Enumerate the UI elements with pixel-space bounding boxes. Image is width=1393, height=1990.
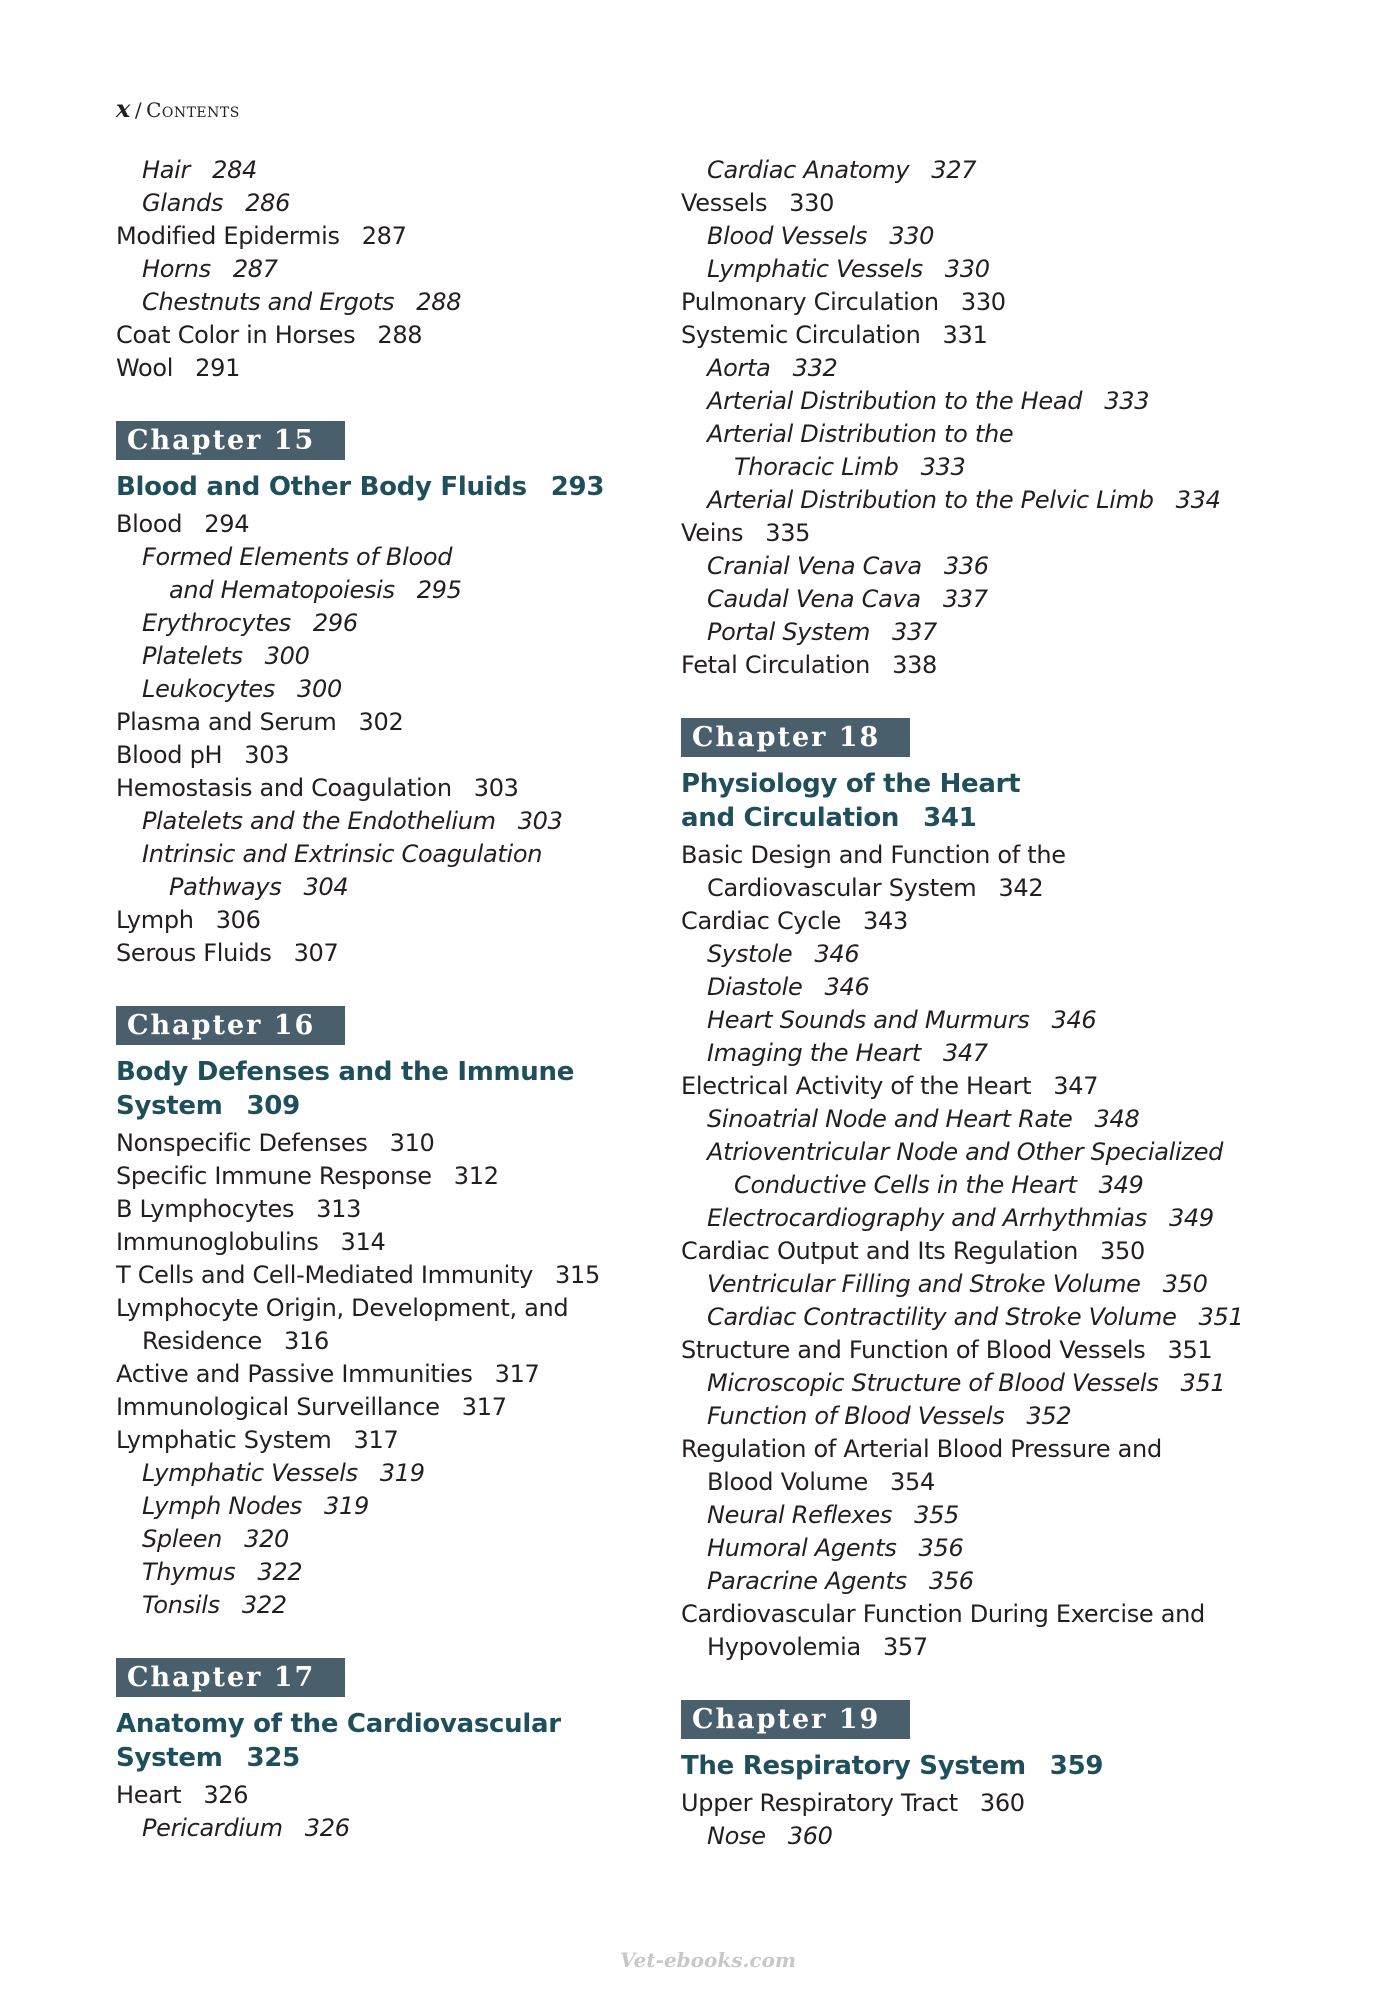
- toc-entry-title: Lymphatic System: [116, 1426, 332, 1454]
- toc-entry-page: 352: [1026, 1402, 1072, 1430]
- toc-entry: [681, 649, 1241, 682]
- toc-entry: [681, 550, 1241, 583]
- toc-entry: [681, 1433, 1241, 1466]
- toc-entry-title: Cardiovascular System: [707, 874, 977, 902]
- toc-entry-page: 346: [1051, 1006, 1097, 1034]
- toc-entry: [681, 1301, 1244, 1334]
- toc-entry-title: Blood Vessels: [707, 222, 868, 250]
- toc-entry-title: Ventricular Filling and Stroke Volume: [707, 1270, 1141, 1298]
- toc-entry: [116, 1424, 676, 1457]
- toc-entry: [681, 484, 1241, 517]
- toc-entry-title: Pericardium: [142, 1814, 283, 1842]
- chapter-badge: Chapter 18: [681, 718, 910, 757]
- toc-list: [116, 154, 676, 385]
- toc-entry-title: Microscopic Structure of Blood Vessels: [707, 1369, 1159, 1397]
- toc-entry-page: 335: [765, 519, 811, 547]
- toc-entry-page: 319: [324, 1492, 369, 1520]
- toc-entry-title: Lymphocyte Origin, Development, and: [116, 1294, 569, 1322]
- toc-entry-title: Imaging the Heart: [707, 1039, 921, 1067]
- toc-entry: [681, 1820, 1241, 1853]
- toc-entry-page: 337: [942, 585, 988, 613]
- toc-entry-title: Diastole: [707, 973, 803, 1001]
- toc-entry: [681, 1598, 1241, 1631]
- header-separator: /: [134, 98, 143, 122]
- chapter-title: [681, 767, 1241, 835]
- toc-entry-title: Veins: [681, 519, 744, 547]
- chapter-page: 325: [246, 1743, 300, 1773]
- toc-entry: [116, 508, 676, 541]
- toc-entry-page: 350: [1162, 1270, 1208, 1298]
- toc-entry: [681, 1070, 1241, 1103]
- chapter-page: 341: [923, 803, 977, 833]
- toc-entry-title: Glands: [142, 189, 224, 217]
- toc-entry-page: 356: [918, 1534, 964, 1562]
- toc-entry-title: Heart Sounds and Murmurs: [707, 1006, 1030, 1034]
- toc-entry: [681, 187, 1241, 220]
- toc-entry: [116, 673, 676, 706]
- toc-entry-page: 330: [789, 189, 835, 217]
- toc-entry-page: 360: [979, 1789, 1025, 1817]
- toc-entry-page: 303: [244, 741, 290, 769]
- toc-entry: [681, 1532, 1241, 1565]
- toc-entry: [681, 1466, 1241, 1499]
- chapter-badge: Chapter 19: [681, 1700, 910, 1739]
- toc-entry-page: 315: [555, 1261, 600, 1289]
- toc-entry-title: Conductive Cells in the Heart: [734, 1171, 1077, 1199]
- toc-entry-title: Active and Passive Immunities: [116, 1360, 473, 1388]
- toc-entry-title: Upper Respiratory Tract: [681, 1789, 958, 1817]
- toc-entry-page: 350: [1100, 1237, 1145, 1265]
- chapter-title-text-2: System: [116, 1091, 223, 1121]
- toc-entry: [681, 839, 1241, 872]
- toc-entry-title: Arterial Distribution to the Head: [707, 387, 1083, 415]
- toc-entry-page: 302: [358, 708, 404, 736]
- toc-entry-title: Serous Fluids: [116, 939, 272, 967]
- toc-entry-page: 348: [1094, 1105, 1140, 1133]
- watermark-logo: Vet-ebooks.com: [620, 1948, 797, 1972]
- toc-entry: [116, 871, 676, 904]
- toc-entry: [116, 1391, 676, 1424]
- toc-entry-title: Spleen: [142, 1525, 223, 1553]
- toc-entry: [116, 706, 676, 739]
- toc-entry-title: Cardiac Output and Its Regulation: [681, 1237, 1078, 1265]
- toc-entry-page: 300: [297, 675, 342, 703]
- running-head: [116, 94, 240, 123]
- toc-entry-page: 303: [517, 807, 563, 835]
- toc-entry: [681, 583, 1241, 616]
- toc-entry-page: 326: [304, 1814, 350, 1842]
- toc-entry-page: 317: [494, 1360, 540, 1388]
- toc-entry-title: Lymph Nodes: [142, 1492, 303, 1520]
- toc-entry-title: T Cells and Cell-Mediated Immunity: [116, 1261, 534, 1289]
- toc-entry: [116, 838, 676, 871]
- chapter-15: [116, 385, 676, 970]
- toc-entry: [681, 1103, 1241, 1136]
- toc-entry-page: 313: [316, 1195, 362, 1223]
- toc-entry: [681, 1565, 1241, 1598]
- toc-entry: [681, 517, 1241, 550]
- toc-list: [681, 839, 1244, 1664]
- toc-entry-title: Platelets: [142, 642, 243, 670]
- toc-entry-title: Portal System: [707, 618, 871, 646]
- toc-entry-page: 322: [241, 1591, 287, 1619]
- toc-entry: [681, 1037, 1241, 1070]
- toc-entry-title: B Lymphocytes: [116, 1195, 295, 1223]
- toc-entry-title: Neural Reflexes: [707, 1501, 893, 1529]
- page-folio: x: [116, 94, 131, 123]
- toc-entry-page: 287: [361, 222, 407, 250]
- toc-entry-page: 322: [257, 1558, 303, 1586]
- toc-entry: [116, 640, 676, 673]
- chapter-title-text: Body Defenses and the Immune: [116, 1057, 575, 1087]
- toc-entry-page: 326: [203, 1781, 249, 1809]
- toc-entry-page: 347: [942, 1039, 988, 1067]
- toc-entry: [116, 1325, 676, 1358]
- toc-entry-title: Arterial Distribution to the: [707, 420, 1014, 448]
- toc-entry-page: 303: [473, 774, 519, 802]
- toc-entry-title: Blood pH: [116, 741, 223, 769]
- toc-entry: [681, 352, 1241, 385]
- chapter-page: 309: [246, 1091, 300, 1121]
- chapter-title: [116, 1055, 676, 1123]
- toc-entry: [116, 286, 676, 319]
- toc-list: [681, 1787, 1241, 1853]
- toc-entry-page: 346: [814, 940, 860, 968]
- chapter-16: [116, 970, 676, 1622]
- toc-entry-page: 360: [787, 1822, 833, 1850]
- toc-entry: [681, 1787, 1241, 1820]
- toc-entry-title: Erythrocytes: [142, 609, 291, 637]
- toc-entry-title: Aorta: [707, 354, 771, 382]
- toc-entry: [116, 1589, 676, 1622]
- toc-entry: [116, 154, 676, 187]
- toc-entry: [681, 1268, 1241, 1301]
- toc-entry-page: 338: [892, 651, 938, 679]
- toc-entry: [681, 1004, 1241, 1037]
- toc-entry-title: Cardiac Contractility and Stroke Volume: [707, 1303, 1177, 1331]
- toc-entry: [116, 607, 676, 640]
- toc-entry: [116, 1259, 676, 1292]
- toc-entry-page: 286: [245, 189, 291, 217]
- toc-entry: [116, 1193, 676, 1226]
- toc-entry-title: Hemostasis and Coagulation: [116, 774, 452, 802]
- toc-entry-title: Lymphatic Vessels: [707, 255, 923, 283]
- chapter-badge: Chapter 15: [116, 421, 345, 460]
- toc-entry-title: Electrical Activity of the Heart: [681, 1072, 1032, 1100]
- toc-entry-page: 294: [204, 510, 250, 538]
- toc-entry-title: Tonsils: [142, 1591, 220, 1619]
- toc-entry: [681, 872, 1241, 905]
- toc-entry-title: Horns: [142, 255, 211, 283]
- toc-entry: [116, 253, 676, 286]
- toc-entry-title: Sinoatrial Node and Heart Rate: [707, 1105, 1073, 1133]
- toc-entry-page: 319: [379, 1459, 425, 1487]
- toc-entry-title: Regulation of Arterial Blood Pressure and: [681, 1435, 1162, 1463]
- toc-entry-title: Platelets and the Endothelium: [142, 807, 496, 835]
- toc-entry: [681, 1169, 1241, 1202]
- toc-entry-title: Pulmonary Circulation: [681, 288, 939, 316]
- toc-entry-page: 355: [914, 1501, 960, 1529]
- toc-entry: [681, 451, 1241, 484]
- toc-entry: [681, 319, 1241, 352]
- toc-entry: [116, 1292, 676, 1325]
- toc-entry-page: 288: [377, 321, 423, 349]
- right-column: [681, 154, 1244, 1853]
- toc-entry-title: Fetal Circulation: [681, 651, 871, 679]
- toc-entry-title: Systole: [707, 940, 793, 968]
- chapter-badge: Chapter 16: [116, 1006, 345, 1045]
- toc-entry-page: 330: [944, 255, 990, 283]
- toc-entry: [116, 1779, 676, 1812]
- chapter-title: [116, 470, 676, 504]
- toc-entry-title: Caudal Vena Cava: [707, 585, 921, 613]
- chapter-title-text: Anatomy of the Cardiovascular: [116, 1709, 561, 1739]
- toc-entry: [116, 772, 676, 805]
- toc-entry: [116, 1160, 676, 1193]
- toc-entry: [681, 1334, 1241, 1367]
- toc-entry-page: 320: [244, 1525, 290, 1553]
- toc-entry: [681, 253, 1241, 286]
- toc-entry-page: 300: [264, 642, 310, 670]
- toc-entry-title: Blood Volume: [707, 1468, 869, 1496]
- toc-entry-title: Residence: [142, 1327, 263, 1355]
- toc-entry-title: Blood: [116, 510, 183, 538]
- toc-entry-title: Vessels: [681, 189, 768, 217]
- toc-entry: [116, 1358, 676, 1391]
- toc-entry-title: Atrioventricular Node and Other Specialized: [707, 1138, 1224, 1166]
- chapter-title: [681, 1749, 1241, 1783]
- toc-entry-title: Specific Immune Response: [116, 1162, 432, 1190]
- toc-entry: [116, 574, 676, 607]
- toc-entry-title: Humoral Agents: [707, 1534, 897, 1562]
- toc-entry-page: 296: [312, 609, 358, 637]
- chapter-title: [116, 1707, 676, 1775]
- toc-entry: [116, 805, 676, 838]
- toc-entry: [681, 1400, 1241, 1433]
- toc-entry: [681, 1631, 1241, 1664]
- toc-entry: [681, 385, 1241, 418]
- toc-entry: [116, 352, 676, 385]
- toc-entry-page: 351: [1198, 1303, 1244, 1331]
- toc-entry: [116, 1523, 676, 1556]
- toc-entry-page: 284: [212, 156, 258, 184]
- toc-entry-page: 304: [303, 873, 349, 901]
- toc-entry: [116, 739, 676, 772]
- toc-entry-title: Cardiac Cycle: [681, 907, 842, 935]
- toc-entry-page: 337: [892, 618, 937, 646]
- toc-list: [116, 1127, 676, 1622]
- toc-entry-title: Function of Blood Vessels: [707, 1402, 1005, 1430]
- toc-entry-title: Nonspecific Defenses: [116, 1129, 368, 1157]
- toc-entry-title: Thymus: [142, 1558, 236, 1586]
- toc-list: [116, 508, 676, 970]
- toc-entry: [681, 1235, 1241, 1268]
- toc-entry-page: 349: [1098, 1171, 1144, 1199]
- toc-entry: [681, 220, 1241, 253]
- toc-entry-page: 307: [293, 939, 339, 967]
- toc-entry: [681, 905, 1241, 938]
- chapter-title-text-2: System: [116, 1743, 223, 1773]
- toc-entry-title: Immunoglobulins: [116, 1228, 319, 1256]
- toc-entry-title: Cranial Vena Cava: [707, 552, 922, 580]
- toc-entry: [116, 1127, 676, 1160]
- chapter-badge: Chapter 17: [116, 1658, 345, 1697]
- toc-entry: [116, 187, 676, 220]
- toc-entry-title: Structure and Function of Blood Vessels: [681, 1336, 1146, 1364]
- toc-entry-page: 291: [195, 354, 241, 382]
- toc-entry-title: Cardiac Anatomy: [707, 156, 910, 184]
- chapter-page: 293: [550, 472, 605, 502]
- toc-entry: [681, 418, 1241, 451]
- toc-entry: [681, 938, 1241, 971]
- toc-entry-page: 288: [416, 288, 462, 316]
- toc-list: [116, 1779, 676, 1845]
- toc-entry: [116, 1226, 676, 1259]
- toc-entry-page: 349: [1168, 1204, 1214, 1232]
- chapter-title-text-2: and Circulation: [681, 803, 900, 833]
- chapter-page: 359: [1049, 1751, 1104, 1781]
- toc-entry-title: Leukocytes: [142, 675, 276, 703]
- toc-entry-title: Heart: [116, 1781, 182, 1809]
- toc-entry-page: 357: [882, 1633, 928, 1661]
- toc-entry-page: 316: [284, 1327, 329, 1355]
- toc-entry-title: Immunological Surveillance: [116, 1393, 440, 1421]
- chapter-18: [681, 682, 1244, 1664]
- chapter-title-text: Blood and Other Body Fluids: [116, 472, 527, 502]
- chapter-title-text: Physiology of the Heart: [681, 769, 1021, 799]
- toc-entry-page: 336: [943, 552, 989, 580]
- toc-entry-title: Lymph: [116, 906, 194, 934]
- toc-entry-title: Paracrine Agents: [707, 1567, 907, 1595]
- toc-entry-title: Hypovolemia: [707, 1633, 861, 1661]
- toc-entry: [681, 1499, 1241, 1532]
- toc-entry-page: 317: [461, 1393, 507, 1421]
- toc-entry-page: 295: [416, 576, 462, 604]
- toc-entry-page: 306: [215, 906, 261, 934]
- toc-entry-title: and Hematopoiesis: [169, 576, 395, 604]
- toc-list: [681, 154, 1241, 682]
- toc-entry-title: Basic Design and Function of the: [681, 841, 1066, 869]
- toc-entry-title: Chestnuts and Ergots: [142, 288, 395, 316]
- toc-entry-page: 317: [353, 1426, 399, 1454]
- toc-entry-title: Hair: [142, 156, 191, 184]
- toc-entry: [681, 1367, 1241, 1400]
- toc-entry-page: 332: [792, 354, 838, 382]
- toc-entry-page: 314: [340, 1228, 386, 1256]
- toc-entry-page: 356: [928, 1567, 974, 1595]
- toc-entry-page: 342: [998, 874, 1044, 902]
- toc-entry-title: Plasma and Serum: [116, 708, 337, 736]
- toc-entry-title: Intrinsic and Extrinsic Coagulation: [142, 840, 543, 868]
- toc-entry-title: Nose: [707, 1822, 766, 1850]
- toc-entry: [681, 1136, 1241, 1169]
- toc-entry: [116, 1812, 676, 1845]
- toc-entry: [116, 1490, 676, 1523]
- toc-entry-title: Coat Color in Horses: [116, 321, 356, 349]
- toc-entry-title: Arterial Distribution to the Pelvic Limb: [707, 486, 1154, 514]
- toc-entry-page: 287: [232, 255, 278, 283]
- toc-entry-title: Pathways: [169, 873, 282, 901]
- toc-entry: [116, 937, 676, 970]
- toc-entry-title: Modified Epidermis: [116, 222, 340, 250]
- toc-entry-page: 312: [453, 1162, 499, 1190]
- toc-entry: [116, 1556, 676, 1589]
- toc-entry-page: 331: [942, 321, 988, 349]
- toc-entry: [681, 971, 1241, 1004]
- toc-entry: [116, 220, 676, 253]
- toc-entry: [681, 286, 1241, 319]
- toc-entry-title: Cardiovascular Function During Exercise and: [681, 1600, 1205, 1628]
- header-title: Contents: [146, 98, 240, 122]
- toc-entry: [116, 904, 676, 937]
- toc-entry-page: 327: [931, 156, 977, 184]
- toc-entry-title: Wool: [116, 354, 174, 382]
- toc-entry-page: 333: [920, 453, 966, 481]
- toc-entry-title: Electrocardiography and Arrhythmias: [707, 1204, 1147, 1232]
- toc-entry-page: 334: [1175, 486, 1221, 514]
- toc-entry: [116, 319, 676, 352]
- left-column: [116, 154, 676, 1845]
- toc-entry-title: Formed Elements of Blood: [142, 543, 453, 571]
- toc-entry-page: 310: [389, 1129, 435, 1157]
- toc-entry-page: 343: [863, 907, 908, 935]
- toc-entry-page: 351: [1180, 1369, 1226, 1397]
- toc-entry-page: 330: [889, 222, 935, 250]
- chapter-17: [116, 1622, 676, 1845]
- toc-entry-page: 346: [824, 973, 870, 1001]
- toc-entry-page: 354: [890, 1468, 935, 1496]
- toc-entry: [116, 541, 676, 574]
- chapter-title-text: The Respiratory System: [681, 1751, 1026, 1781]
- toc-entry-page: 347: [1053, 1072, 1099, 1100]
- toc-entry: [681, 1202, 1241, 1235]
- toc-entry-title: Lymphatic Vessels: [142, 1459, 358, 1487]
- chapter-19: [681, 1664, 1241, 1853]
- toc-entry-title: Thoracic Limb: [734, 453, 899, 481]
- toc-entry: [681, 154, 1241, 187]
- toc-entry: [681, 616, 1241, 649]
- toc-entry-page: 333: [1104, 387, 1150, 415]
- toc-entry-title: Systemic Circulation: [681, 321, 921, 349]
- toc-entry: [116, 1457, 676, 1490]
- toc-entry-page: 351: [1167, 1336, 1213, 1364]
- toc-entry-page: 330: [960, 288, 1006, 316]
